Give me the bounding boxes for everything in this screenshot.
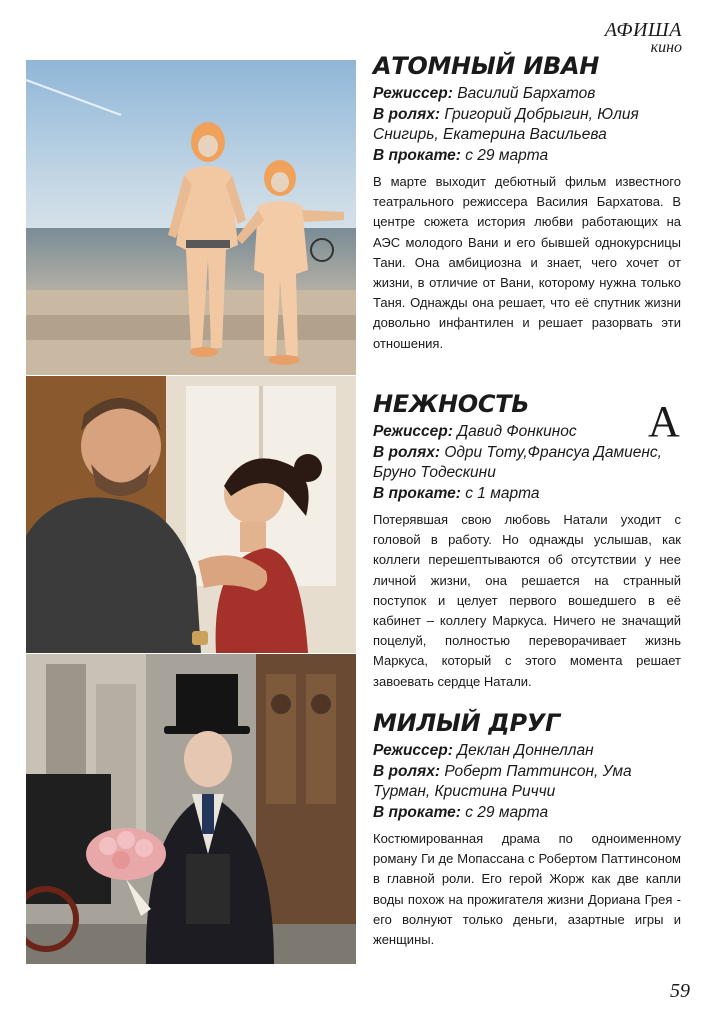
age-rating-badge: А <box>648 397 680 446</box>
cast-names: Роберт Паттинсон, Ума Турман, Кристина Риччи <box>373 762 632 800</box>
release-label: В прокате: <box>373 146 461 164</box>
film-credits <box>373 84 681 166</box>
director-label: Режиссер: <box>373 742 453 759</box>
film-title: НЕЖНОСТЬ <box>373 390 530 418</box>
cast-names: Григорий Добрыгин, Юлия Снигирь, Екатерина Васильева <box>373 105 639 143</box>
film-description: Потерявшая свою любовь Натали уходит с головой в работу. Но однажды услышав, как коллеги перешептываются об отсутствии у нее личной жизни, она решается на странный поступок и целует первого вошедшего в её кабинет – коллегу Маркуса. Ничего не значащий поцелуй, полностью переворачивает жизнь Маркуса, который с этого момента решает завоевать сердце Натали. <box>373 512 681 689</box>
director-name: Давид Фонкинос <box>457 423 577 440</box>
film-still-atomic-ivan <box>26 60 356 375</box>
release-date: с 29 марта <box>465 146 549 164</box>
cast-label: В ролях: <box>373 762 440 780</box>
film-block-atomic-ivan <box>373 52 681 354</box>
film-credits <box>373 741 681 823</box>
release-label: В прокате: <box>373 803 461 821</box>
release-date: с 29 марта <box>465 803 549 821</box>
section-subtitle: кино <box>650 39 682 56</box>
cast-names: Одри Тоту,Франсуа Дамиенс, Бруно Тодескини <box>373 443 662 481</box>
director-name: Деклан Доннеллан <box>457 742 594 759</box>
director-name: Василий Бархатов <box>457 85 596 102</box>
film-description: В марте выходит дебютный фильм известного театрального режиссера Василия Бархатова. В центре сюжета история любви работающих на АЭС молодого Вани и его бывшей однокурсницы Тани. Она амбициозна и знает, чего хочет от жизни, в отличие от Вани, которому нужна только Таня. Однажды она решает, что её спутник жизни довольно инфантилен и решает разорвать эти отношения. <box>373 174 681 351</box>
film-title: АТОМНЫЙ ИВАН <box>373 52 600 80</box>
film-still-bel-ami <box>26 654 356 964</box>
cast-label: В ролях: <box>373 105 440 123</box>
film-block-tenderness <box>373 390 681 692</box>
director-label: Режиссер: <box>373 423 453 440</box>
film-block-bel-ami <box>373 709 681 950</box>
film-title: МИЛЫЙ ДРУГ <box>373 709 560 737</box>
page-number: 59 <box>670 980 690 1002</box>
release-date: с 1 марта <box>465 484 540 502</box>
section-header <box>605 20 682 56</box>
release-label: В прокате: <box>373 484 461 502</box>
cast-label: В ролях: <box>373 443 440 461</box>
section-title: АФИША <box>604 19 682 41</box>
film-credits <box>373 422 681 504</box>
film-still-tenderness <box>26 376 356 653</box>
director-label: Режиссер: <box>373 85 453 102</box>
film-description: Костюмированная драма по одноименному роману Ги де Мопассана с Робертом Паттинсоном в главной роли. Его герой Жорж как две капли воды похож на прожигателя жизни Дориана Грея - его волнуют только деньги, азартные игры и женщины. <box>373 831 681 948</box>
